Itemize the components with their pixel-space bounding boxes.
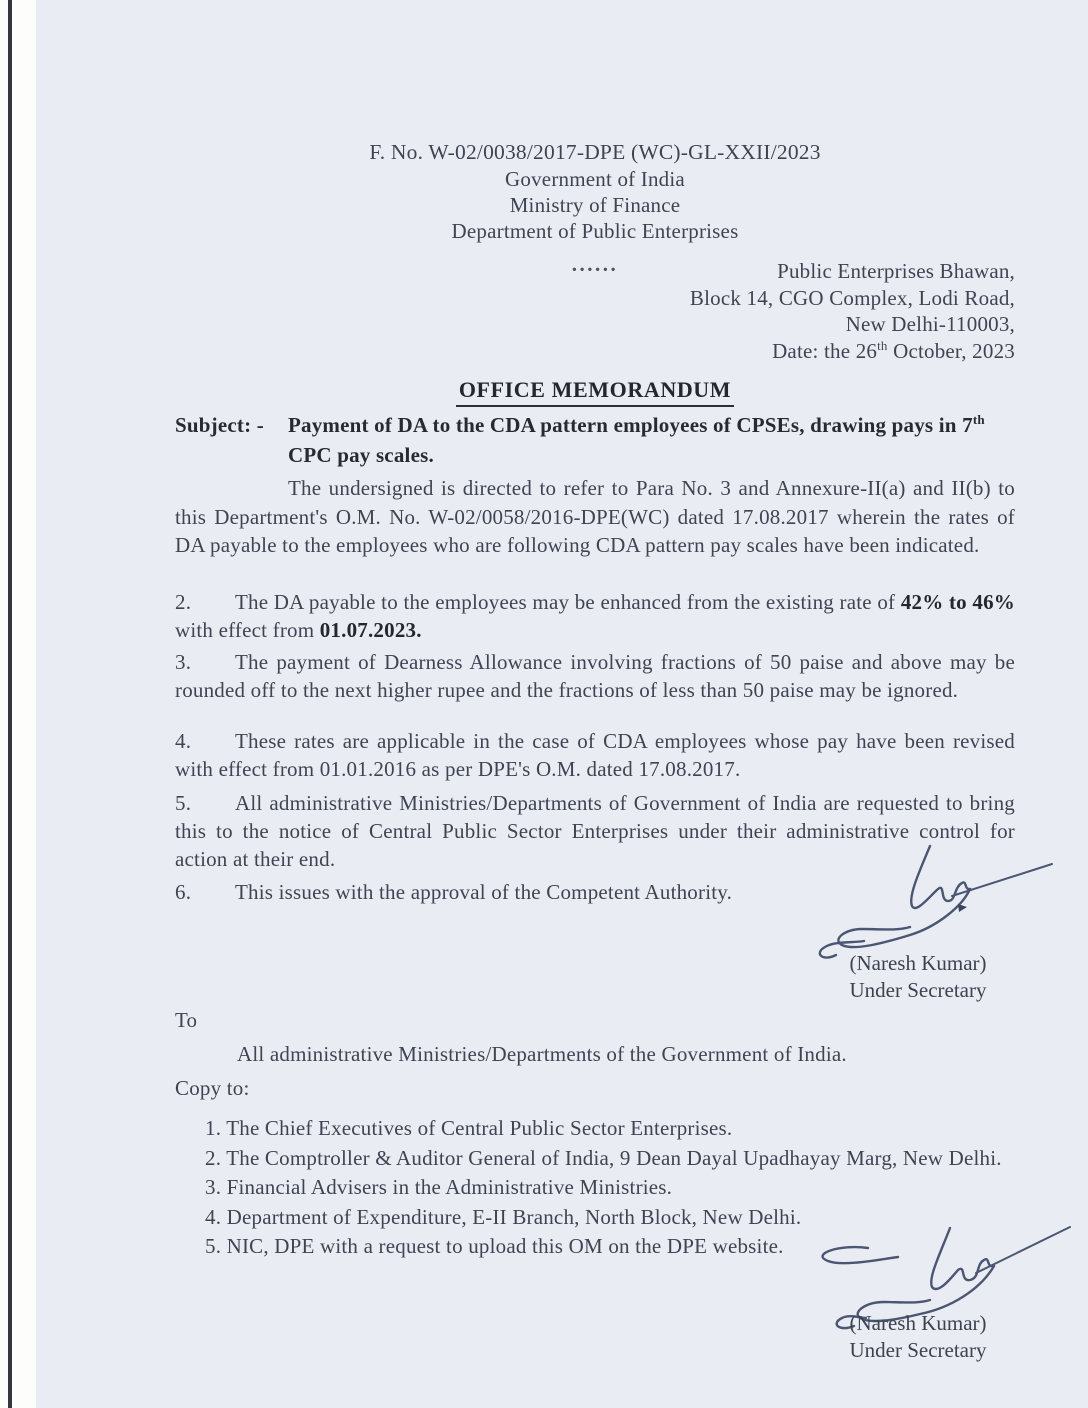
signature-scrawl-icon bbox=[812, 843, 1057, 965]
copy-to-label: Copy to: bbox=[175, 1076, 250, 1100]
address-line: New Delhi-110003, bbox=[845, 312, 1015, 336]
org-line-department: Department of Public Enterprises bbox=[451, 219, 739, 243]
paragraph-6: 6. This issues with the approval of the Competent Authority. bbox=[175, 880, 733, 904]
copy-item-1: 1. The Chief Executives of Central Public Sector Enterprises. bbox=[205, 1116, 733, 1140]
paragraph-number: 2. bbox=[175, 590, 192, 614]
org-line-ministry: Ministry of Finance bbox=[509, 193, 681, 217]
paragraph-2: 2. The DA payable to the employees may be enhanced from the existing rate of 42% to 46% with effect from 01.07.2023. bbox=[175, 590, 1016, 642]
paragraph-4: 4. These rates are applicable in the case of CDA employees whose pay have been revised with effect from 01.01.2016 as per DPE's O.M. dated 17.08.2017. bbox=[175, 729, 1015, 781]
copy-item-number: 2. bbox=[205, 1145, 222, 1170]
memo-title: OFFICE MEMORANDUM bbox=[456, 376, 734, 407]
copy-item-number: 3. bbox=[205, 1175, 222, 1199]
signatory-block bbox=[818, 1310, 1018, 1364]
copy-item-number: 4. bbox=[205, 1204, 222, 1229]
file-number: F. No. W-02/0038/2017-DPE (WC)-GL-XXII/2023 bbox=[369, 140, 821, 164]
subject-ordinal-superscript: th bbox=[972, 412, 985, 427]
paragraph-1: The undersigned is directed to refer to Para No. 3 and Annexure-II(a) and II(b) to this Department's O.M. No. W-02/0058/2016-DPE(WC) dated 17.08.2017 wherein the rates of DA payable to the employees who are following CDA pattern pay scales have been indicated. bbox=[175, 476, 1015, 557]
org-line-government: Government of India bbox=[505, 167, 685, 191]
letterhead bbox=[175, 138, 1015, 278]
date-ordinal-superscript: th bbox=[877, 337, 888, 353]
to-recipient-line: All administrative Ministries/Departments of the Government of India. bbox=[237, 1042, 847, 1066]
address-line: Public Enterprises Bhawan, bbox=[777, 259, 1015, 283]
paragraph-3: 3. The payment of Dearness Allowance involving fractions of 50 paise and above may be rounded off to the next higher rupee and the fractions of less than 50 paise may be ignored. bbox=[175, 650, 1015, 702]
paragraph-number: 6. bbox=[175, 880, 192, 904]
scan-edge-line bbox=[8, 0, 12, 1408]
signatory-title: Under Secretary bbox=[849, 978, 987, 1002]
copy-item-5: 5. NIC, DPE with a request to upload this OM on the DPE website. bbox=[205, 1234, 784, 1258]
bold-effective-date: 01.07.2023. bbox=[319, 618, 422, 642]
paragraph-5: 5. All administrative Ministries/Departments of Government of India are requested to bring this to the notice of Central Public Sector Enterprises under their administrative control for action at their end. bbox=[175, 791, 1015, 871]
date-line: Date: the 26th October, 2023 bbox=[772, 337, 1015, 363]
subject-label: Subject: - bbox=[175, 413, 264, 437]
copy-item-number: 1. bbox=[205, 1116, 222, 1140]
copy-item-3: 3. Financial Advisers in the Administrative Ministries. bbox=[205, 1175, 673, 1199]
separator-dots: ...... bbox=[571, 252, 619, 276]
paragraph-number: 5. bbox=[175, 791, 192, 815]
address-line: Block 14, CGO Complex, Lodi Road, bbox=[689, 285, 1015, 310]
copy-item-number: 5. bbox=[205, 1234, 222, 1258]
signatory-title: Under Secretary bbox=[849, 1338, 987, 1362]
signatory-block bbox=[818, 950, 1018, 1004]
copy-item-2: 2. The Comptroller & Auditor General of India, 9 Dean Dayal Upadhayay Marg, New Delhi. bbox=[205, 1145, 1002, 1170]
signatory-name: (Naresh Kumar) bbox=[849, 1311, 987, 1335]
signatory-name: (Naresh Kumar) bbox=[849, 951, 987, 975]
subject-text: Payment of DA to the CDA pattern employees of CPSEs, drawing pays in 7th CPC pay scales. bbox=[288, 412, 985, 467]
paragraph-number: 4. bbox=[175, 729, 192, 753]
subject-block bbox=[175, 410, 1015, 470]
copy-item-4: 4. Department of Expenditure, E-II Branch, North Block, New Delhi. bbox=[205, 1204, 802, 1229]
to-label: To bbox=[175, 1008, 198, 1032]
bold-da-rates: 42% to 46% bbox=[900, 590, 1016, 614]
paragraph-number: 3. bbox=[175, 650, 192, 674]
address-block bbox=[175, 258, 1015, 364]
memo-title-row bbox=[175, 376, 1015, 407]
